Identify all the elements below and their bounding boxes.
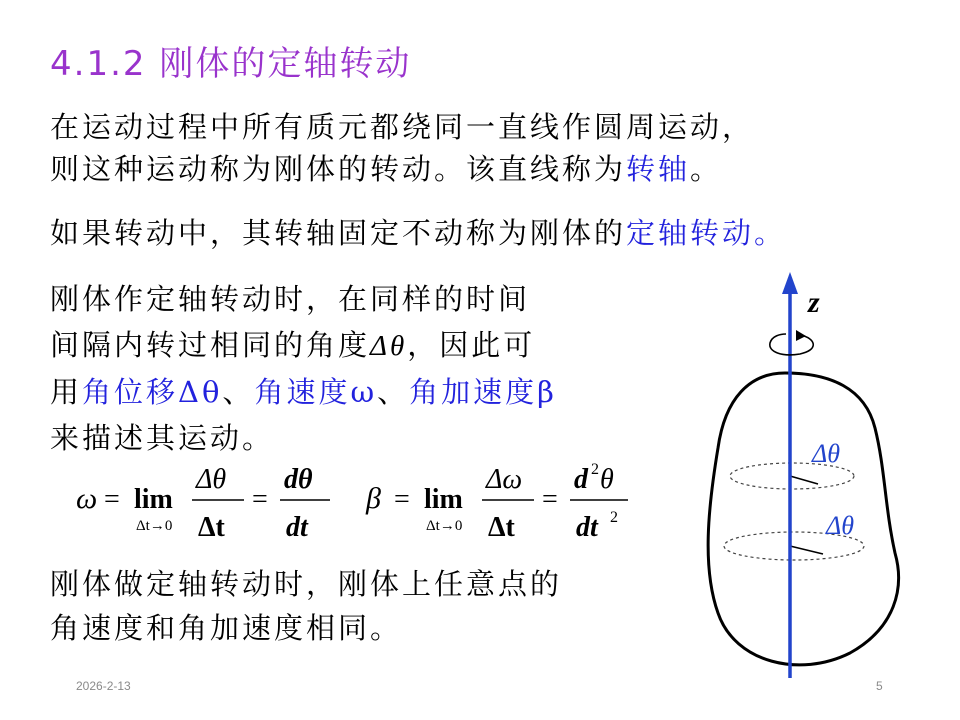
term-fixed-axis-rotation: 定轴转动。 bbox=[626, 216, 787, 250]
formula-denominator: Δt bbox=[488, 512, 515, 543]
formula-equals: = bbox=[542, 484, 558, 515]
axis-arrow-head bbox=[782, 272, 798, 294]
formula-numerator-theta: θ bbox=[600, 464, 614, 495]
formula-lim: lim bbox=[424, 484, 463, 515]
formula-equals: = bbox=[104, 484, 120, 515]
text-line: 在运动过程中所有质元都绕同一直线作圆周运动， bbox=[50, 110, 755, 144]
footer-page-number: 5 bbox=[876, 679, 883, 693]
text-line bbox=[50, 148, 754, 190]
paragraph-angular-quantities bbox=[50, 276, 557, 461]
formula-equals: = bbox=[394, 484, 410, 515]
text-span: 如果转动中，其转轴固定不动称为刚体的 bbox=[50, 216, 627, 250]
angle-label-upper: Δθ bbox=[812, 439, 841, 468]
rigid-body-rotation-diagram bbox=[690, 268, 910, 680]
formula-numerator: dθ bbox=[284, 464, 313, 495]
paragraph-same-angular-velocity bbox=[50, 562, 562, 650]
formula-denominator: dt bbox=[576, 512, 598, 543]
text-line: 刚体作定轴转动时，在同样的时间 bbox=[50, 282, 531, 316]
formula-numerator: Δω bbox=[486, 464, 523, 495]
paragraph-rotation-definition bbox=[50, 106, 754, 190]
formula-denominator: Δt bbox=[198, 512, 225, 543]
footer-date: 2026-2-13 bbox=[76, 679, 131, 693]
formula-angular-acceleration bbox=[362, 458, 642, 548]
text-span: 、 bbox=[222, 375, 255, 409]
term-angular-velocity: 角速度ω bbox=[254, 375, 378, 409]
text-line: 刚体做定轴转动时，刚体上任意点的 bbox=[50, 567, 563, 601]
rotation-arrow-head bbox=[796, 330, 806, 341]
formula-numerator-d: d bbox=[574, 464, 588, 495]
formula-equals: = bbox=[252, 484, 268, 515]
text-line bbox=[50, 212, 786, 254]
radius-lower bbox=[790, 546, 823, 554]
formula-denominator: dt bbox=[286, 512, 308, 543]
formula-superscript: 2 bbox=[610, 509, 618, 526]
term-angular-acceleration: 角加速度β bbox=[409, 375, 557, 409]
term-rotation-axis: 转轴 bbox=[626, 152, 691, 186]
text-span: ，因此可 bbox=[407, 328, 536, 362]
formula-numerator: Δθ bbox=[196, 464, 227, 495]
delta-theta-symbol: Δθ bbox=[370, 330, 408, 362]
angle-label-lower: Δθ bbox=[826, 511, 855, 540]
text-span: 、 bbox=[377, 375, 410, 409]
text-span: 则这种运动称为刚体的转动。该直线称为 bbox=[50, 152, 627, 186]
rigid-body-outline bbox=[708, 373, 898, 665]
formula-lim-subscript: Δt→0 bbox=[426, 518, 463, 534]
text-span: 。 bbox=[690, 152, 723, 186]
formula-lim-subscript: Δt→0 bbox=[136, 518, 173, 534]
radius-upper bbox=[790, 476, 818, 484]
paragraph-fixed-axis-definition bbox=[50, 212, 786, 254]
text-span: 间隔内转过相同的角度 bbox=[50, 328, 371, 362]
slide-title: 4.1.2 刚体的定轴转动 bbox=[50, 44, 412, 84]
axis-label-z: z bbox=[808, 286, 820, 319]
formula-lhs: ω bbox=[76, 482, 98, 515]
formula-lim: lim bbox=[134, 484, 173, 515]
text-span: 用 bbox=[50, 375, 83, 409]
formula-superscript: 2 bbox=[591, 461, 599, 478]
term-angular-displacement: 角位移Δθ bbox=[82, 375, 223, 409]
formula-angular-velocity bbox=[72, 458, 342, 548]
text-line bbox=[50, 322, 557, 369]
text-line bbox=[50, 369, 557, 415]
text-line: 角速度和角加速度相同。 bbox=[50, 611, 403, 645]
formula-lhs: β bbox=[366, 482, 381, 515]
text-line: 来描述其运动。 bbox=[50, 421, 275, 455]
